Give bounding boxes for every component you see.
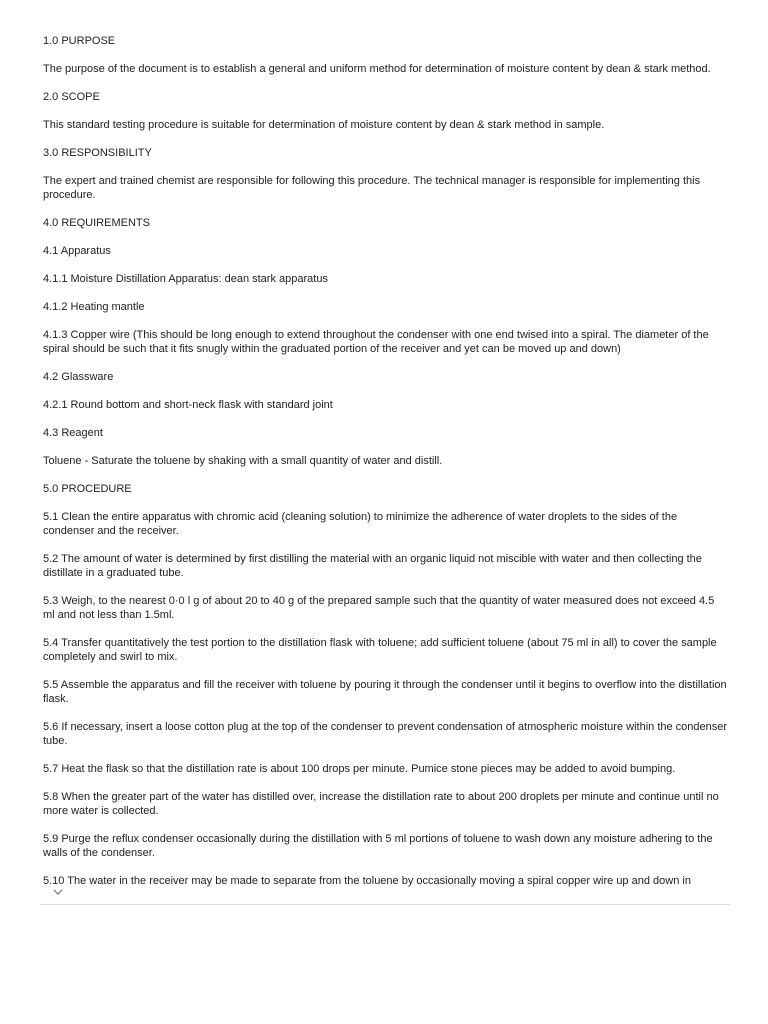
section-heading-requirements: 4.0 REQUIREMENTS xyxy=(43,217,150,229)
procedure-step: 5.2 The amount of water is determined by first distilling the material with an organic liquid not miscible with water and then collecting the distillate in a graduated tube. xyxy=(43,553,702,579)
procedure-step: 5.1 Clean the entire apparatus with chromic acid (cleaning solution) to minimize the adherence of water droplets to the sides of the condenser and the receiver. xyxy=(43,511,678,537)
glassware-item-1: 4.2.1 Round bottom and short-neck flask with standard joint xyxy=(43,399,333,411)
procedure-step: 5.8 When the greater part of the water has distilled over, increase the distillation rate to about 200 droplets per minute and continue until no more water is collected. xyxy=(43,791,719,817)
apparatus-item-2: 4.1.2 Heating mantle xyxy=(43,301,145,313)
procedure-step: 5.6 If necessary, insert a loose cotton plug at the top of the condenser to prevent condensation of atmospheric moisture within the condenser tube. xyxy=(43,721,728,747)
subsection-apparatus: 4.1 Apparatus xyxy=(43,245,111,257)
scope-text: This standard testing procedure is suitable for determination of moisture content by dean & stark method in sample. xyxy=(43,119,605,131)
section-heading-scope: 2.0 SCOPE xyxy=(43,91,100,103)
reagent-text: Toluene - Saturate the toluene by shaking with a small quantity of water and distill. xyxy=(43,455,443,467)
page-fold-divider xyxy=(40,904,730,905)
document-body xyxy=(43,34,728,902)
chevron-down-icon[interactable] xyxy=(52,886,64,898)
apparatus-item-1: 4.1.1 Moisture Distillation Apparatus: dean stark apparatus xyxy=(43,273,328,285)
subsection-reagent: 4.3 Reagent xyxy=(43,427,103,439)
procedure-step-truncated: 5.10 The water in the receiver may be made to separate from the toluene by occasionally moving a spiral copper wire up and down in xyxy=(43,875,691,887)
responsibility-text: The expert and trained chemist are responsible for following this procedure. The technical manager is responsible for implementing this procedure. xyxy=(43,175,701,201)
chevron-down-icon-svg xyxy=(52,886,64,898)
procedure-step: 5.7 Heat the flask so that the distillation rate is about 100 drops per minute. Pumice stone pieces may be added to avoid bumping. xyxy=(43,763,676,775)
section-heading-purpose: 1.0 PURPOSE xyxy=(43,35,116,47)
procedure-step: 5.4 Transfer quantitatively the test portion to the distillation flask with toluene; add sufficient toluene (about 75 ml in all) to cover the sample completely and swirl to mix. xyxy=(43,637,717,663)
section-heading-responsibility: 3.0 RESPONSIBILITY xyxy=(43,147,152,159)
apparatus-item-3: 4.1.3 Copper wire (This should be long enough to extend throughout the condenser with one end twised into a spiral. The diameter of the spiral should be such that it fits snugly within the graduated portion of the receiver and yet can be moved up and down) xyxy=(43,329,709,355)
purpose-text: The purpose of the document is to establish a general and uniform method for determination of moisture content by dean & stark method. xyxy=(43,63,711,75)
section-heading-procedure: 5.0 PROCEDURE xyxy=(43,483,132,495)
subsection-glassware: 4.2 Glassware xyxy=(43,371,114,383)
procedure-step: 5.9 Purge the reflux condenser occasionally during the distillation with 5 ml portions of toluene to wash down any moisture adhering to the walls of the condenser. xyxy=(43,833,713,859)
fade-overlay xyxy=(0,896,768,904)
procedure-step: 5.3 Weigh, to the nearest 0·0 l g of about 20 to 40 g of the prepared sample such that the quantity of water measured does not exceed 4.5 ml and not less than 1.5ml. xyxy=(43,595,715,621)
procedure-step: 5.5 Assemble the apparatus and fill the receiver with toluene by pouring it through the condenser until it begins to overflow into the distillation flask. xyxy=(43,679,727,705)
